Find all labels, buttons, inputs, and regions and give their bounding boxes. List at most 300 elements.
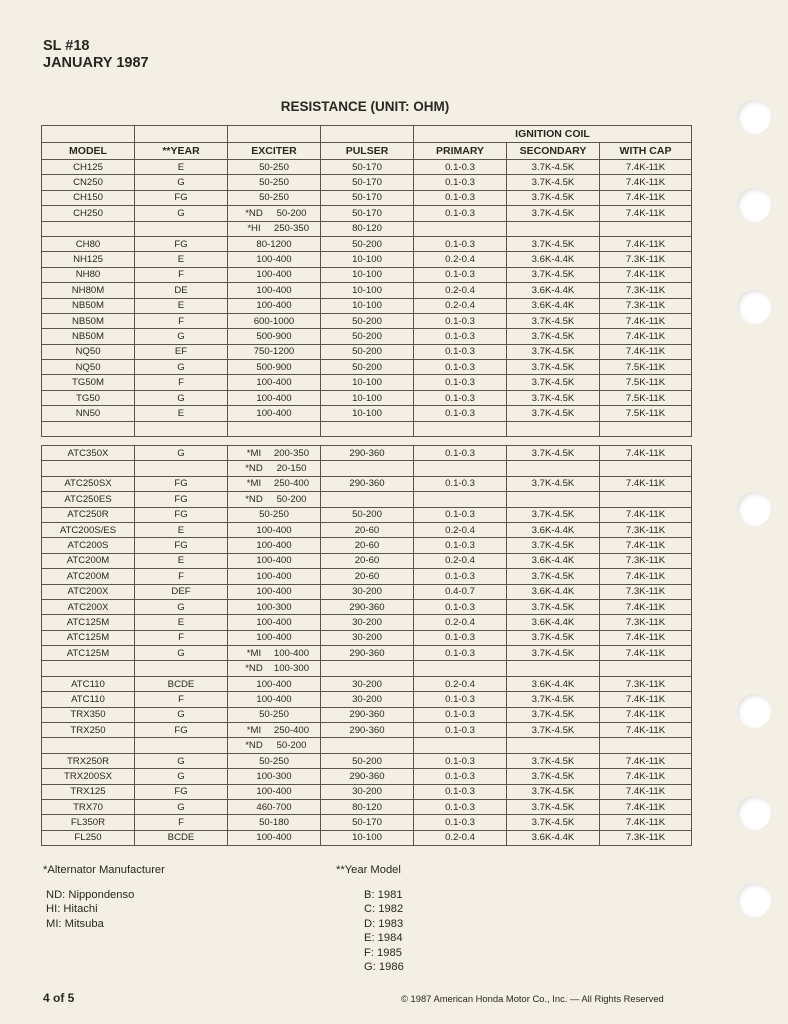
with-cap-cell: 7.3K-11K	[600, 283, 692, 298]
year-cell	[135, 661, 228, 676]
with-cap-cell: 7.4K-11K	[600, 692, 692, 707]
pulser-cell: 30-200	[321, 784, 414, 799]
pulser-cell	[321, 461, 414, 476]
exciter-cell	[228, 569, 321, 584]
pulser-cell: 20-60	[321, 553, 414, 568]
exciter-range: 100-400	[256, 555, 292, 567]
secondary-cell: 3.7K-4.5K	[507, 599, 600, 614]
exciter-range: 50-250	[259, 192, 289, 204]
primary-cell: 0.1-0.3	[414, 390, 507, 405]
secondary-cell: 3.7K-4.5K	[507, 784, 600, 799]
pulser-cell: 290-360	[321, 599, 414, 614]
year-note: E: 1984	[364, 932, 403, 944]
year-header: **YEAR	[135, 143, 228, 160]
model-cell: NH125	[42, 252, 135, 267]
model-cell: NB50M	[42, 313, 135, 328]
resistance-table-1	[41, 125, 692, 437]
exciter-cell	[228, 461, 321, 476]
model-cell: TRX70	[42, 799, 135, 814]
primary-cell: 0.2-0.4	[414, 553, 507, 568]
pulser-cell: 50-170	[321, 206, 414, 221]
with-cap-cell: 7.4K-11K	[600, 599, 692, 614]
table-row	[42, 569, 692, 584]
exciter-range: 100-300	[256, 601, 292, 613]
pulser-cell: 50-170	[321, 190, 414, 205]
exciter-range: 100-400	[273, 647, 310, 659]
table-row	[42, 815, 692, 830]
exciter-manufacturer: *ND	[245, 207, 263, 219]
primary-cell: 0.1-0.3	[414, 236, 507, 251]
model-cell	[42, 221, 135, 236]
with-cap-cell: 7.5K-11K	[600, 406, 692, 421]
pulser-cell: 50-200	[321, 507, 414, 522]
exciter-range: 100-400	[256, 678, 292, 690]
table-row	[42, 538, 692, 553]
model-cell: ATC200X	[42, 584, 135, 599]
secondary-cell: 3.7K-4.5K	[507, 329, 600, 344]
year-cell: E	[135, 553, 228, 568]
document-header	[43, 38, 149, 72]
pulser-cell: 50-200	[321, 360, 414, 375]
with-cap-cell: 7.3K-11K	[600, 676, 692, 691]
secondary-cell: 3.6K-4.4K	[507, 615, 600, 630]
primary-cell: 0.2-0.4	[414, 522, 507, 537]
model-cell: TRX200SX	[42, 769, 135, 784]
table-row	[42, 344, 692, 359]
with-cap-cell: 7.3K-11K	[600, 298, 692, 313]
secondary-cell: 3.7K-4.5K	[507, 707, 600, 722]
secondary-cell: 3.7K-4.5K	[507, 769, 600, 784]
year-cell: G	[135, 646, 228, 661]
exciter-cell	[228, 492, 321, 507]
table-row	[42, 329, 692, 344]
exciter-range: 100-400	[256, 254, 292, 266]
year-cell: FG	[135, 538, 228, 553]
with-cap-cell: 7.3K-11K	[600, 553, 692, 568]
exciter-range: 100-400	[256, 570, 292, 582]
exciter-cell	[228, 830, 321, 845]
year-note: F: 1985	[364, 946, 402, 959]
secondary-cell: 3.6K-4.4K	[507, 298, 600, 313]
model-cell: NN50	[42, 406, 135, 421]
primary-cell: 0.1-0.3	[414, 753, 507, 768]
exciter-cell	[228, 584, 321, 599]
year-note: G: 1986	[364, 961, 404, 973]
pulser-cell: 50-200	[321, 753, 414, 768]
model-cell: ATC200M	[42, 553, 135, 568]
secondary-cell: 3.7K-4.5K	[507, 390, 600, 405]
secondary-cell: 3.6K-4.4K	[507, 584, 600, 599]
exciter-range: 20-150	[276, 463, 307, 475]
model-header: MODEL	[42, 143, 135, 160]
exciter-cell	[228, 175, 321, 190]
model-cell: ATC200M	[42, 569, 135, 584]
secondary-cell: 3.7K-4.5K	[507, 476, 600, 491]
model-cell: NQ50	[42, 344, 135, 359]
primary-cell: 0.4-0.7	[414, 584, 507, 599]
secondary-cell: 3.6K-4.4K	[507, 522, 600, 537]
bulletin-date: JANUARY 1987	[43, 55, 149, 71]
exciter-manufacturer: *MI	[246, 647, 262, 659]
table-row	[42, 160, 692, 175]
exciter-range: 100-400	[256, 540, 292, 552]
table-row	[42, 615, 692, 630]
exciter-header: EXCITER	[228, 143, 321, 160]
primary-cell: 0.1-0.3	[414, 329, 507, 344]
primary-cell: 0.1-0.3	[414, 160, 507, 175]
alternator-notes-heading: *Alternator Manufacturer	[43, 864, 165, 876]
pulser-cell	[321, 661, 414, 676]
year-cell: DEF	[135, 584, 228, 599]
exciter-cell	[228, 753, 321, 768]
table-row	[42, 252, 692, 267]
pulser-cell: 50-200	[321, 236, 414, 251]
year-cell: F	[135, 692, 228, 707]
with-cap-cell: 7.4K-11K	[600, 267, 692, 282]
with-cap-cell: 7.3K-11K	[600, 252, 692, 267]
exciter-range: 80-1200	[256, 238, 292, 250]
year-cell: FG	[135, 492, 228, 507]
table-row	[42, 676, 692, 691]
exciter-cell	[228, 615, 321, 630]
pulser-cell	[321, 492, 414, 507]
exciter-range: 750-1200	[253, 346, 295, 358]
primary-cell: 0.1-0.3	[414, 507, 507, 522]
with-cap-cell: 7.4K-11K	[600, 630, 692, 645]
pulser-cell: 290-360	[321, 646, 414, 661]
table-row	[42, 769, 692, 784]
exciter-range: 500-900	[256, 330, 292, 342]
model-cell: TRX250	[42, 723, 135, 738]
model-cell: FL350R	[42, 815, 135, 830]
year-cell: FG	[135, 784, 228, 799]
model-cell: ATC125M	[42, 646, 135, 661]
year-cell: G	[135, 599, 228, 614]
year-cell: E	[135, 252, 228, 267]
exciter-range: 100-400	[256, 786, 292, 798]
table-row	[42, 175, 692, 190]
alternator-note: HI: Hitachi	[46, 903, 98, 915]
table-row	[42, 830, 692, 845]
with-cap-cell: 7.4K-11K	[600, 815, 692, 830]
pulser-cell: 290-360	[321, 723, 414, 738]
exciter-range: 50-200	[276, 207, 307, 219]
with-cap-cell: 7.4K-11K	[600, 723, 692, 738]
year-note: D: 1983	[364, 917, 404, 930]
exciter-range: 50-250	[259, 709, 289, 721]
exciter-cell	[228, 375, 321, 390]
table-row	[42, 584, 692, 599]
year-cell: F	[135, 313, 228, 328]
model-cell: ATC125M	[42, 630, 135, 645]
primary-cell: 0.1-0.3	[414, 313, 507, 328]
table-row	[42, 723, 692, 738]
with-cap-cell: 7.4K-11K	[600, 799, 692, 814]
with-cap-cell	[600, 738, 692, 753]
primary-cell: 0.2-0.4	[414, 830, 507, 845]
with-cap-cell: 7.4K-11K	[600, 707, 692, 722]
pulser-cell: 30-200	[321, 692, 414, 707]
year-cell: G	[135, 360, 228, 375]
with-cap-cell: 7.3K-11K	[600, 615, 692, 630]
model-cell: CN250	[42, 175, 135, 190]
table-row	[42, 476, 692, 491]
exciter-manufacturer: *ND	[245, 740, 263, 752]
year-notes-heading: **Year Model	[336, 864, 401, 876]
secondary-cell: 3.7K-4.5K	[507, 267, 600, 282]
exciter-manufacturer: *ND	[245, 463, 263, 475]
table-row	[42, 784, 692, 799]
exciter-range: 50-180	[259, 817, 289, 829]
with-cap-cell: 7.4K-11K	[600, 784, 692, 799]
model-cell: TG50M	[42, 375, 135, 390]
blank-row	[42, 421, 692, 436]
pulser-cell: 10-100	[321, 298, 414, 313]
year-cell: E	[135, 298, 228, 313]
table-row	[42, 553, 692, 568]
year-cell: G	[135, 206, 228, 221]
exciter-cell	[228, 329, 321, 344]
resistance-table-2	[41, 445, 692, 846]
year-cell: FG	[135, 476, 228, 491]
primary-cell	[414, 661, 507, 676]
exciter-cell	[228, 799, 321, 814]
exciter-range: 100-400	[256, 832, 292, 844]
pulser-cell: 80-120	[321, 221, 414, 236]
with-cap-cell: 7.4K-11K	[600, 160, 692, 175]
secondary-cell: 3.6K-4.4K	[507, 283, 600, 298]
primary-header: PRIMARY	[414, 143, 507, 160]
pulser-cell: 10-100	[321, 390, 414, 405]
primary-cell	[414, 492, 507, 507]
pulser-cell: 30-200	[321, 584, 414, 599]
year-cell: FG	[135, 723, 228, 738]
table-row	[42, 221, 692, 236]
table-row	[42, 738, 692, 753]
exciter-manufacturer: *ND	[245, 493, 263, 505]
year-cell	[135, 221, 228, 236]
primary-cell: 0.2-0.4	[414, 283, 507, 298]
table-row	[42, 707, 692, 722]
year-cell: DE	[135, 283, 228, 298]
pulser-cell: 10-100	[321, 283, 414, 298]
secondary-cell: 3.7K-4.5K	[507, 507, 600, 522]
primary-cell: 0.1-0.3	[414, 784, 507, 799]
secondary-cell: 3.6K-4.4K	[507, 676, 600, 691]
table-row	[42, 298, 692, 313]
pulser-cell: 80-120	[321, 799, 414, 814]
with-cap-cell: 7.4K-11K	[600, 313, 692, 328]
exciter-manufacturer: *ND	[245, 663, 263, 675]
with-cap-cell: 7.4K-11K	[600, 753, 692, 768]
primary-cell: 0.1-0.3	[414, 406, 507, 421]
pulser-cell	[321, 738, 414, 753]
exciter-range: 100-400	[256, 407, 292, 419]
primary-cell: 0.1-0.3	[414, 630, 507, 645]
primary-cell: 0.1-0.3	[414, 344, 507, 359]
with-cap-cell: 7.4K-11K	[600, 538, 692, 553]
primary-cell: 0.1-0.3	[414, 646, 507, 661]
year-cell: E	[135, 406, 228, 421]
exciter-manufacturer: *MI	[246, 447, 262, 459]
secondary-cell: 3.7K-4.5K	[507, 723, 600, 738]
pulser-cell: 10-100	[321, 406, 414, 421]
table-row	[42, 190, 692, 205]
model-cell	[42, 461, 135, 476]
year-cell: BCDE	[135, 830, 228, 845]
year-cell: F	[135, 569, 228, 584]
pulser-cell: 10-100	[321, 267, 414, 282]
year-cell	[135, 461, 228, 476]
exciter-cell	[228, 769, 321, 784]
year-note: C: 1982	[364, 903, 404, 915]
year-cell: E	[135, 160, 228, 175]
exciter-manufacturer: *MI	[246, 478, 262, 490]
exciter-cell	[228, 446, 321, 461]
primary-cell: 0.1-0.3	[414, 707, 507, 722]
alternator-notes	[43, 863, 165, 931]
exciter-range: 50-250	[259, 509, 289, 521]
year-cell: G	[135, 329, 228, 344]
primary-cell: 0.1-0.3	[414, 190, 507, 205]
with-cap-cell: 7.5K-11K	[600, 390, 692, 405]
page-number: 4 of 5	[43, 991, 75, 1005]
exciter-range: 100-400	[256, 693, 292, 705]
pulser-cell: 20-60	[321, 569, 414, 584]
year-cell: EF	[135, 344, 228, 359]
with-cap-cell: 7.4K-11K	[600, 206, 692, 221]
pulser-cell: 50-200	[321, 313, 414, 328]
with-cap-cell: 7.3K-11K	[600, 584, 692, 599]
with-cap-cell: 7.4K-11K	[600, 236, 692, 251]
exciter-cell	[228, 206, 321, 221]
exciter-cell	[228, 360, 321, 375]
year-cell: FG	[135, 236, 228, 251]
secondary-cell: 3.7K-4.5K	[507, 206, 600, 221]
exciter-range: 250-350	[273, 223, 310, 235]
with-cap-cell: 7.4K-11K	[600, 569, 692, 584]
year-cell: E	[135, 615, 228, 630]
year-cell: F	[135, 630, 228, 645]
pulser-cell: 50-200	[321, 344, 414, 359]
primary-cell: 0.1-0.3	[414, 267, 507, 282]
with-cap-header: WITH CAP	[600, 143, 692, 160]
year-cell: G	[135, 707, 228, 722]
model-cell: ATC125M	[42, 615, 135, 630]
exciter-cell	[228, 522, 321, 537]
primary-cell: 0.2-0.4	[414, 676, 507, 691]
pulser-cell: 30-200	[321, 630, 414, 645]
pulser-cell: 10-100	[321, 375, 414, 390]
year-cell: G	[135, 799, 228, 814]
model-cell	[42, 738, 135, 753]
exciter-range: 100-400	[256, 284, 292, 296]
exciter-cell	[228, 661, 321, 676]
exciter-range: 50-250	[259, 161, 289, 173]
with-cap-cell	[600, 461, 692, 476]
year-cell: F	[135, 375, 228, 390]
exciter-range: 250-400	[273, 478, 310, 490]
secondary-cell: 3.7K-4.5K	[507, 344, 600, 359]
model-cell: ATC250SX	[42, 476, 135, 491]
pulser-cell: 50-170	[321, 175, 414, 190]
model-cell: NQ50	[42, 360, 135, 375]
model-cell: TRX250R	[42, 753, 135, 768]
exciter-cell	[228, 160, 321, 175]
table-row	[42, 630, 692, 645]
table-row	[42, 375, 692, 390]
secondary-cell	[507, 461, 600, 476]
table-row	[42, 406, 692, 421]
secondary-cell: 3.6K-4.4K	[507, 252, 600, 267]
binder-hole	[737, 883, 771, 917]
secondary-cell: 3.6K-4.4K	[507, 553, 600, 568]
secondary-cell: 3.6K-4.4K	[507, 830, 600, 845]
exciter-cell	[228, 646, 321, 661]
exciter-range: 100-400	[256, 377, 292, 389]
table-row	[42, 390, 692, 405]
exciter-cell	[228, 298, 321, 313]
with-cap-cell	[600, 492, 692, 507]
exciter-manufacturer: *MI	[246, 724, 262, 736]
secondary-cell: 3.7K-4.5K	[507, 190, 600, 205]
table-row	[42, 753, 692, 768]
pulser-cell: 290-360	[321, 446, 414, 461]
exciter-range: 600-1000	[253, 315, 295, 327]
exciter-cell	[228, 692, 321, 707]
table-row	[42, 507, 692, 522]
primary-cell: 0.1-0.3	[414, 446, 507, 461]
exciter-range: 460-700	[256, 801, 292, 813]
exciter-cell	[228, 738, 321, 753]
table-row	[42, 492, 692, 507]
primary-cell: 0.1-0.3	[414, 476, 507, 491]
table-row	[42, 267, 692, 282]
with-cap-cell: 7.4K-11K	[600, 446, 692, 461]
primary-cell: 0.1-0.3	[414, 692, 507, 707]
year-cell: G	[135, 753, 228, 768]
model-cell: ATC250R	[42, 507, 135, 522]
table-row	[42, 446, 692, 461]
model-cell: NH80M	[42, 283, 135, 298]
secondary-cell: 3.7K-4.5K	[507, 538, 600, 553]
exciter-cell	[228, 221, 321, 236]
year-cell: F	[135, 815, 228, 830]
pulser-cell: 10-100	[321, 252, 414, 267]
year-cell: FG	[135, 190, 228, 205]
secondary-cell: 3.7K-4.5K	[507, 646, 600, 661]
pulser-cell: 20-60	[321, 522, 414, 537]
exciter-range: 50-200	[276, 740, 307, 752]
primary-cell: 0.1-0.3	[414, 206, 507, 221]
pulser-cell: 50-170	[321, 815, 414, 830]
exciter-cell	[228, 476, 321, 491]
exciter-range: 100-400	[256, 524, 292, 536]
exciter-manufacturer: *HI	[247, 223, 261, 235]
model-cell: ATC350X	[42, 446, 135, 461]
year-cell: G	[135, 769, 228, 784]
model-cell: ATC200S	[42, 538, 135, 553]
model-cell: ATC110	[42, 676, 135, 691]
exciter-range: 100-300	[256, 770, 292, 782]
with-cap-cell: 7.4K-11K	[600, 344, 692, 359]
model-cell: ATC200S/ES	[42, 522, 135, 537]
with-cap-cell: 7.4K-11K	[600, 190, 692, 205]
model-cell: CH250	[42, 206, 135, 221]
pulser-cell: 290-360	[321, 707, 414, 722]
exciter-cell	[228, 406, 321, 421]
exciter-range: 50-200	[276, 493, 307, 505]
